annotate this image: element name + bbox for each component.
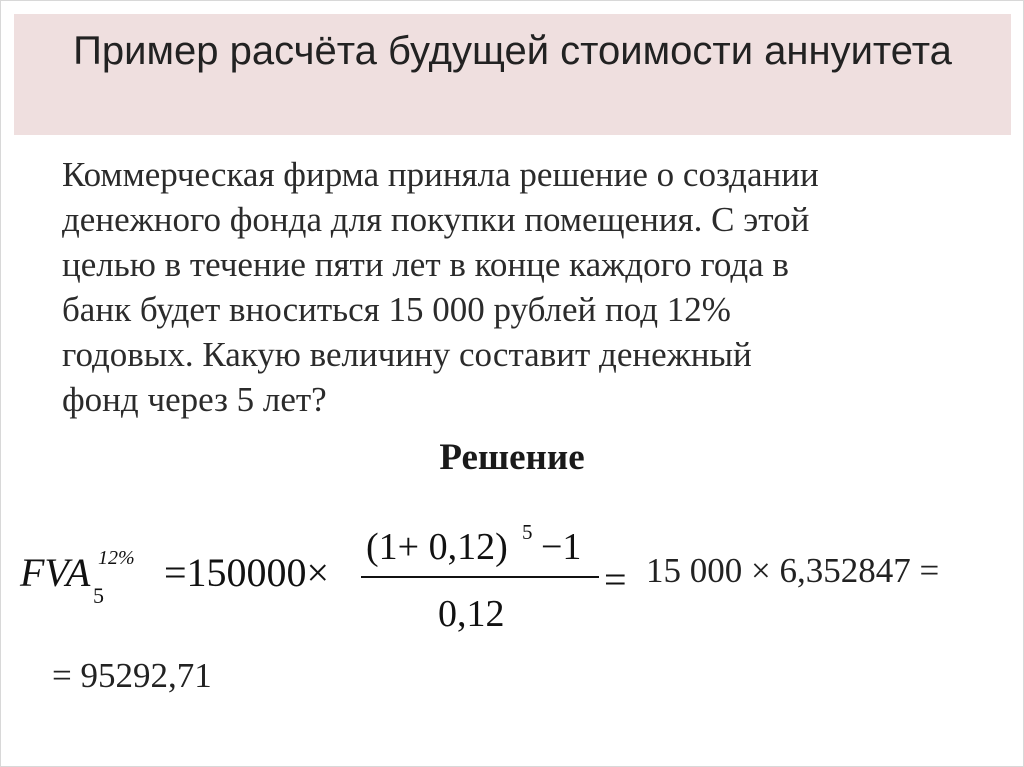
solution-heading: Решение: [439, 437, 585, 478]
formula-numerator: (1+ 0,12): [366, 526, 508, 568]
formula-equals-amount: =150000×: [164, 550, 330, 595]
formula-result: = 95292,71: [52, 656, 212, 695]
problem-line: целью в течение пяти лет в конце каждого года в: [62, 245, 789, 284]
formula-numerator-minus-one: −1: [541, 526, 582, 568]
formula-equals-after-fraction: =: [604, 557, 627, 602]
fraction-bar: [361, 576, 599, 578]
formula-numerator-exponent: 5: [522, 520, 533, 544]
formula-calculation: 15 000 × 6,352847 =: [646, 551, 940, 590]
problem-line: Коммерческая фирма приняла решение о создании: [62, 155, 819, 194]
problem-text: [62, 152, 992, 422]
formula-denominator: 0,12: [438, 593, 505, 635]
slide-title: Пример расчёта будущей стоимости аннуитета: [73, 29, 952, 73]
problem-line: денежного фонда для покупки помещения. С этой: [62, 200, 810, 239]
formula-symbol: FVA: [20, 550, 91, 595]
problem-line: банк будет вноситься 15 000 рублей под 12%: [62, 290, 731, 329]
problem-line: фонд через 5 лет?: [62, 380, 327, 419]
problem-line: годовых. Какую величину составит денежный: [62, 335, 752, 374]
formula-superscript: 12%: [98, 547, 135, 569]
formula-subscript: 5: [93, 583, 104, 608]
